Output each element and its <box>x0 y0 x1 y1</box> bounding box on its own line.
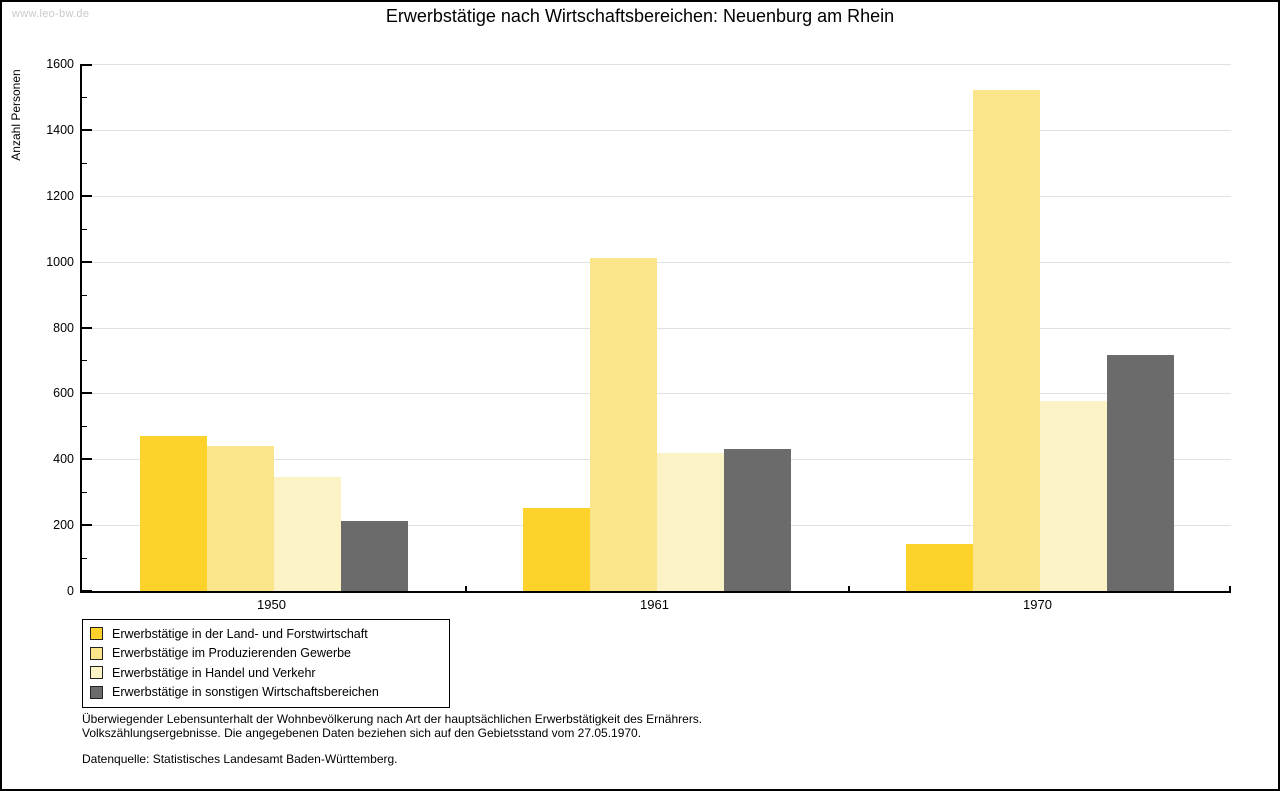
footnote-datasource: Datenquelle: Statistisches Landesamt Baden-Württemberg. <box>82 752 398 766</box>
y-tick-label-0: 0 <box>67 584 74 598</box>
y-tick-600 <box>82 392 92 394</box>
legend-swatch <box>90 686 103 699</box>
bar-1970-series-1 <box>906 544 973 591</box>
y-tick-1200 <box>82 195 92 197</box>
y-minor-tick-900 <box>82 295 87 296</box>
bar-1970-series-4 <box>1107 355 1174 591</box>
y-minor-tick-1500 <box>82 97 87 98</box>
legend-item-label: Erwerbstätige in der Land- und Forstwirtschaft <box>112 626 368 641</box>
y-tick-label-1200: 1200 <box>46 188 74 203</box>
footnote-line-1: Überwiegender Lebensunterhalt der Wohnbevölkerung nach Art der hauptsächlichen Erwerbstätigkeit des Ernährers. <box>82 712 703 726</box>
gridline-1600 <box>82 64 1231 65</box>
y-tick-1000 <box>82 261 92 263</box>
legend-item-label: Erwerbstätige in Handel und Verkehr <box>112 665 316 680</box>
y-tick-label-400: 400 <box>53 452 74 467</box>
legend <box>82 619 450 708</box>
chart-title: Erwerbstätige nach Wirtschaftsbereichen: Neuenburg am Rhein <box>385 6 895 26</box>
legend-item <box>90 624 441 644</box>
y-tick-400 <box>82 458 92 460</box>
x-label-1950: 1950 <box>257 597 286 612</box>
y-tick-label-800: 800 <box>53 320 74 335</box>
footnote-line-2: Volkszählungsergebnisse. Die angegebenen Daten beziehen sich auf den Gebietsstand vom 27.05.1970. <box>82 725 642 740</box>
x-tick-right-end <box>1229 586 1231 591</box>
y-tick-label-1400: 1400 <box>46 122 74 137</box>
y-tick-label-600: 600 <box>53 386 74 401</box>
y-minor-tick-100 <box>82 558 87 559</box>
y-axis-label: Anzahl Personen <box>9 69 23 161</box>
footnotes <box>82 713 702 767</box>
y-minor-tick-1100 <box>82 229 87 230</box>
bar-1950-series-3 <box>274 477 341 591</box>
gridline-1400 <box>82 130 1231 131</box>
legend-swatch <box>90 647 103 660</box>
legend-item-label: Erwerbstätige in sonstigen Wirtschaftsbereichen <box>112 685 379 700</box>
x-tick-boundary-2 <box>848 586 850 591</box>
x-label-1961: 1961 <box>640 597 669 612</box>
y-minor-tick-300 <box>82 492 87 493</box>
bar-1961-series-4 <box>724 449 791 591</box>
watermark: www.leo-bw.de <box>12 8 90 20</box>
y-minor-tick-1300 <box>82 163 87 164</box>
bar-1961-series-1 <box>523 508 590 591</box>
legend-item <box>90 663 441 683</box>
y-minor-tick-700 <box>82 360 87 361</box>
bar-1950-series-1 <box>140 436 207 591</box>
y-tick-800 <box>82 327 92 329</box>
y-tick-label-1600: 1600 <box>46 57 74 71</box>
y-tick-label-200: 200 <box>53 518 74 533</box>
plot-area <box>80 64 1231 593</box>
bar-1950-series-4 <box>341 521 408 591</box>
legend-item <box>90 683 441 703</box>
legend-item-label: Erwerbstätige im Produzierenden Gewerbe <box>112 646 352 661</box>
legend-item <box>90 644 441 664</box>
gridline-1200 <box>82 196 1231 197</box>
bar-1961-series-3 <box>657 453 724 591</box>
y-tick-1600 <box>82 64 92 66</box>
legend-swatch <box>90 627 103 640</box>
x-label-1970: 1970 <box>1023 597 1052 612</box>
y-tick-label-1000: 1000 <box>46 254 74 269</box>
legend-swatch <box>90 666 103 679</box>
y-tick-0 <box>82 590 92 592</box>
bar-1950-series-2 <box>207 446 274 591</box>
y-tick-200 <box>82 524 92 526</box>
y-tick-1400 <box>82 129 92 131</box>
bar-1970-series-3 <box>1040 401 1107 591</box>
x-tick-boundary-1 <box>465 586 467 591</box>
bar-1970-series-2 <box>973 90 1040 591</box>
bar-1961-series-2 <box>590 258 657 591</box>
y-minor-tick-500 <box>82 426 87 427</box>
